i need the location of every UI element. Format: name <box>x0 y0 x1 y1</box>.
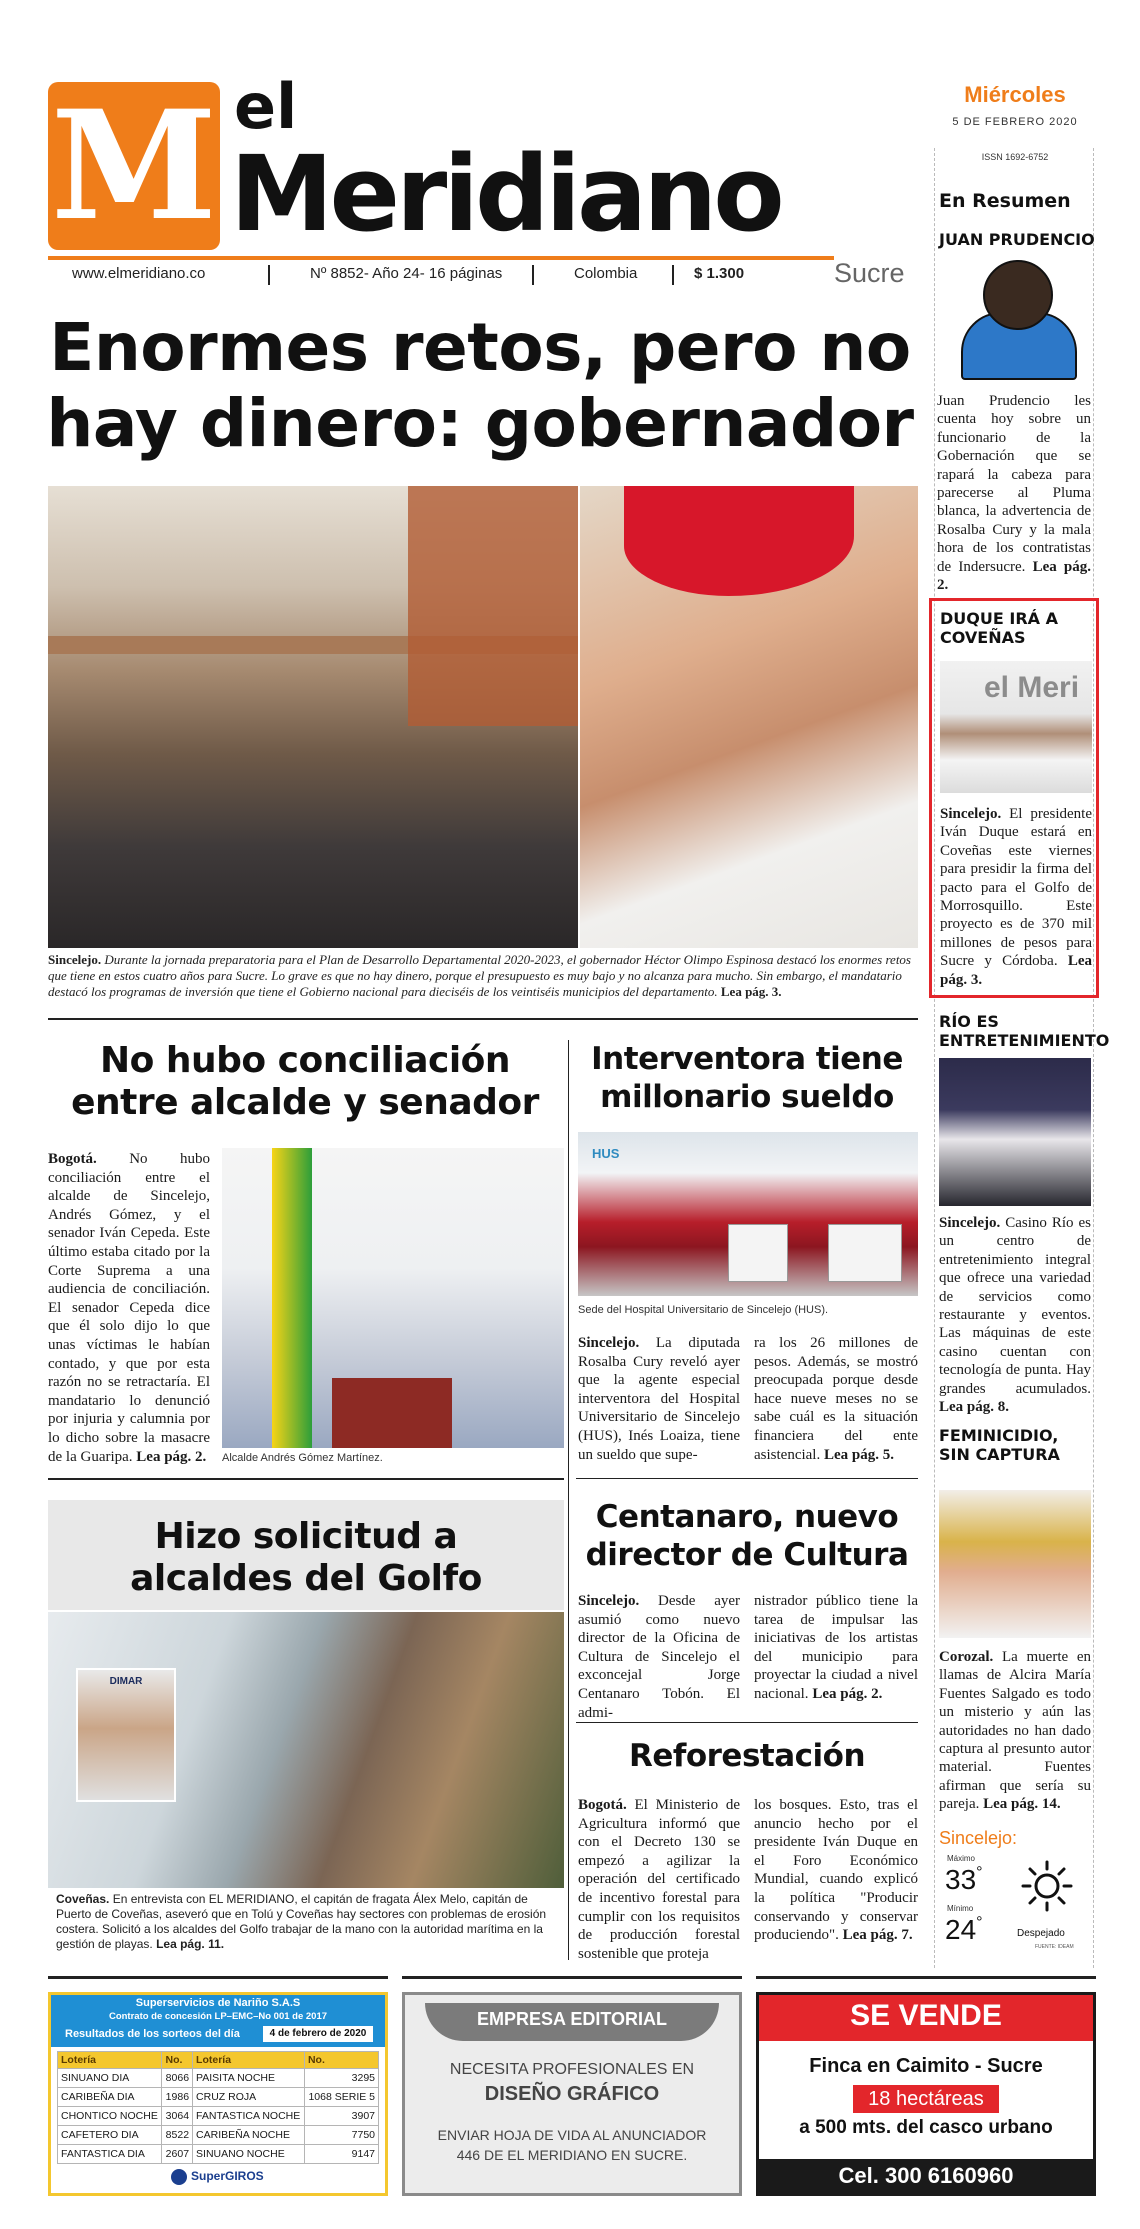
story-golfo-headline-2[interactable]: alcaldes del Golfo <box>130 1558 482 1599</box>
min-value: 24 <box>945 1914 977 1945</box>
bottom-rule <box>48 1976 388 1979</box>
caption-ref[interactable]: Lea pág. 3. <box>720 984 782 999</box>
sidebar-s4-title[interactable]: FEMINICIDIO, SIN CAPTURA <box>939 1426 1060 1464</box>
section-rule <box>576 1722 918 1723</box>
table-header <box>58 2052 379 2069</box>
logo-underline <box>48 256 834 260</box>
summary-body: Juan Prudencio les cuenta hoy sobre un funcionario de la Gobernación que se rapará la cabeza para parecerse al Pluma blanca, la advertencia de Rosalba Cury y la mala hora de los contratistas de Indersucre. <box>937 393 1091 575</box>
logo-name: Meridiano <box>230 133 781 255</box>
article-body: Desde ayer asumió como nuevo director de la Oficina de Cultura de Sincelejo el exconcejal Jorge Centanaro Tobón. El admi- <box>578 1593 741 1721</box>
story-cultura-headline-1[interactable]: Centanaro, nuevo <box>595 1499 899 1535</box>
inset-portrait <box>76 1668 176 1802</box>
sidebar-s4-text <box>939 1648 1091 1814</box>
caption-text: Durante la jornada preparatoria para el Plan de Desarrollo Departamental 2020-2023, el gobernador Héctor Olimpo Espinosa destacó los enormes retos que tiene en estos cuatro años para Sucre. Lo grave es que no hay dinero, porque el presupuesto es muy bajo y no alcanza para mucho. Sin embargo, el mandatario destacó los programas de inversión que tiene el Gobierno nacional para dieciséis de los veintiséis municipios del departamento. <box>48 952 911 999</box>
se-vende-ad[interactable] <box>756 1992 1096 2196</box>
read-more-link[interactable]: Lea pág. 2. <box>937 558 1091 594</box>
se-vende-line2: 18 hectáreas <box>853 2085 999 2113</box>
lottery-company: Superservicios de Nariño S.A.S <box>135 1997 301 2009</box>
logo-el: el <box>234 70 298 143</box>
edition-label: Sucre <box>834 258 905 288</box>
article-body: No hubo conciliación entre el alcalde de Sincelejo, Andrés Gómez, y el senador Iván Cepeda. Este último estaba citado por la Corte Suprema a una audiencia de conciliación. El senador Cepeda dice que él solo dijo lo que unas víctimas le habían contado, y que por esta razón no se retractaría. El mandatario lo denunció por injuria y calumnia por lo dicho sobre la masacre de la Guaripa. <box>48 1151 210 1465</box>
dateline: Sincelejo. <box>578 1593 640 1609</box>
story-interventora-col1 <box>578 1334 740 1464</box>
lottery-name: CARIBEÑA NOCHE <box>193 2126 305 2145</box>
empresa-ad-line1: NECESITA PROFESIONALES EN <box>449 2061 695 2078</box>
supergiros-logo: SuperGIROS <box>191 2169 264 2183</box>
photo-duque[interactable] <box>940 661 1092 793</box>
sidebar-s1-title[interactable]: JUAN PRUDENCIO <box>939 230 1095 249</box>
section-rule <box>576 1478 918 1479</box>
photo-casino[interactable] <box>939 1058 1091 1206</box>
podium <box>332 1378 452 1448</box>
lottery-ad <box>48 1992 388 2196</box>
max-value: 33 <box>945 1864 977 1895</box>
lottery-name: CARIBEÑA DIA <box>58 2088 162 2107</box>
sidebar-title: En Resumen <box>939 190 1071 212</box>
divider <box>532 265 534 285</box>
lottery-number: 3295 <box>304 2069 378 2088</box>
lead-photo-audience[interactable] <box>48 486 578 948</box>
lottery-number: 1068 SERIE 5 <box>304 2088 378 2107</box>
summary-body: El presidente Iván Duque estará en Coveñas este viernes para presidir la firma del pacto para el Golfo de Morrosquillo. Este proyecto es de 370 mil millones de pesos para Sucre y Córdoba. <box>940 806 1092 970</box>
empresa-ad-line3: ENVIAR HOJA DE VIDA AL ANUNCIADOR <box>437 2127 707 2143</box>
story-reforestacion-col1 <box>578 1796 740 1963</box>
supergiros-logo-icon <box>171 2169 187 2185</box>
bottom-rule <box>756 1976 1096 1979</box>
lottery-name: CRUZ ROJA <box>193 2088 305 2107</box>
deg-symbol: ° <box>976 1914 983 1931</box>
table-row <box>58 2107 379 2126</box>
lead-caption <box>48 952 918 1000</box>
section-rule <box>48 1018 918 1020</box>
sidebar <box>934 148 1110 1968</box>
table-row <box>58 2069 379 2088</box>
se-vende-line1: Finca en Caimito - Sucre <box>809 2055 1043 2077</box>
weather-max-label: Máximo <box>947 1854 976 1863</box>
dateline: Sincelejo. <box>940 806 1002 822</box>
lead-photo-governor[interactable] <box>580 486 918 948</box>
story-interventora-headline-2[interactable]: millonario sueldo <box>600 1079 894 1115</box>
read-more-link[interactable]: Lea pág. 5. <box>823 1446 894 1463</box>
day-label: Miércoles <box>964 82 1066 107</box>
lottery-number: 8522 <box>162 2126 193 2145</box>
dimar-badge: DIMAR <box>109 1676 143 1687</box>
masthead <box>44 70 924 298</box>
se-vende-phone[interactable]: Cel. 300 6160960 <box>838 2163 1014 2188</box>
lead-headline-1[interactable]: Enormes retos, pero no <box>49 309 911 386</box>
story-cultura-headline-2[interactable]: director de Cultura <box>585 1537 909 1573</box>
ambulance <box>828 1224 902 1282</box>
table-row <box>58 2088 379 2107</box>
lottery-number: 8066 <box>162 2069 193 2088</box>
col-header: Lotería <box>193 2052 305 2069</box>
empresa-ad[interactable] <box>402 1992 742 2196</box>
article-body: nistrador público tiene la tarea de impulsar las iniciativas de los artistas del municipio para proyectar la ciudad a nivel nacional. <box>754 1593 918 1702</box>
col-header: No. <box>162 2052 193 2069</box>
sidebar-s3-text <box>939 1214 1091 1416</box>
bottom-rule <box>402 1976 742 1979</box>
story-interventora-col2 <box>754 1334 918 1464</box>
website[interactable]: www.elmeridiano.co <box>72 265 206 282</box>
golfo-caption <box>56 1892 560 1952</box>
weather-condition: Despejado <box>1017 1928 1065 1939</box>
hospital-photo-caption: Sede del Hospital Universitario de Sincelejo (HUS). <box>578 1304 829 1316</box>
caption-lead: Coveñas. <box>56 1892 110 1906</box>
lottery-name: SINUANO DIA <box>58 2069 162 2088</box>
lottery-results-label: Resultados de los sorteos del día <box>65 2028 240 2040</box>
sun-icon <box>1021 1860 1073 1912</box>
hospital-sign: HUS <box>592 1146 620 1161</box>
photo-hospital[interactable] <box>578 1132 918 1296</box>
read-more-link[interactable]: Lea pág. 14. <box>983 1796 1061 1813</box>
photo-wall <box>408 486 578 726</box>
lottery-number: 3907 <box>304 2107 378 2126</box>
col-header: Lotería <box>58 2052 162 2069</box>
lottery-number: 3064 <box>162 2107 193 2126</box>
price: $ 1.300 <box>694 265 745 282</box>
story-conciliacion-headline-2[interactable]: entre alcalde y senador <box>71 1082 539 1123</box>
caption-lead: Sincelejo. <box>48 952 102 967</box>
lottery-table <box>57 2051 379 2164</box>
sidebar-s2-title[interactable]: DUQUE IRÁ A COVEÑAS <box>940 609 1058 647</box>
lottery-name: PAISITA NOCHE <box>193 2069 305 2088</box>
sidebar-s3-title[interactable]: RÍO ES ENTRETENIMIENTO <box>939 1012 1110 1050</box>
dateline: Corozal. <box>939 1649 994 1665</box>
lead-headline-2[interactable]: hay dinero: gobernador <box>46 385 914 462</box>
lottery-number: 9147 <box>304 2145 378 2164</box>
sidebar-s2-text <box>940 805 1092 989</box>
mayor-photo-caption: Alcalde Andrés Gómez Martínez. <box>222 1452 383 1464</box>
flag-stripes <box>272 1148 312 1448</box>
cartoon-juan-prudencio[interactable] <box>955 260 1085 380</box>
story-conciliacion-headline-1[interactable]: No hubo conciliación <box>99 1040 511 1081</box>
photo-coast[interactable] <box>48 1612 564 1888</box>
weather-min <box>945 1914 983 1946</box>
photo-mayor[interactable] <box>222 1148 564 1448</box>
article-body: La diputada Rosalba Cury reveló ayer que la agente especial interventora del Hospital Universitario de Sincelejo (HUS), Inés Loaiza, tiene un sueldo que supe- <box>578 1335 740 1463</box>
read-more-link[interactable]: Lea pág. 2. <box>812 1685 883 1702</box>
se-vende-line3: a 500 mts. del casco urbano <box>799 2117 1053 2138</box>
article-body: El Ministerio de Agricultura informó que con el Decreto 130 se empezó a agilizar la operación del certificado de incentivo forestal para cumplir con los requisitos de producción forestal sostenible que proteja <box>578 1797 740 1962</box>
weather-max <box>945 1864 983 1896</box>
dateline: Bogotá. <box>578 1797 627 1813</box>
section-rule <box>48 1478 564 1480</box>
sidebar-s2-box[interactable] <box>929 598 1099 998</box>
summary-body: Casino Río es un centro de entretenimiento integral que ofrece una variedad de servicios como restaurante y eventos. Las máquinas de este casino cuentan con tecnología de punta. Hay grandes acumulados. <box>939 1215 1091 1397</box>
weather-city: Sincelejo: <box>939 1828 1018 1848</box>
read-more-link[interactable]: Lea pág. 7. <box>842 1927 913 1944</box>
red-cap <box>624 486 854 596</box>
lottery-results-table <box>57 2051 379 2164</box>
issn: ISSN 1692-6752 <box>981 152 1049 162</box>
story-reforestacion-col2 <box>754 1796 918 1945</box>
empresa-ad-line2: DISEÑO GRÁFICO <box>484 2083 660 2105</box>
col-header: No. <box>304 2052 378 2069</box>
photo-backdrop-text: el Meri <box>984 671 1080 704</box>
sidebar-s1-text <box>937 392 1091 594</box>
article-body: ra los 26 millones de pesos. Además, se mostró preocupada porque desde hace nueve meses no se sabe cuál es la situación financiera del ente asistencial. <box>754 1335 918 1463</box>
story-reforestacion-headline[interactable]: Reforestación <box>628 1738 866 1774</box>
read-more-link[interactable]: Lea pág. 8. <box>939 1399 1010 1416</box>
divider <box>672 265 674 285</box>
read-more-link[interactable]: Lea pág. 3. <box>940 953 1093 988</box>
lottery-name: FANTASTICA NOCHE <box>193 2107 305 2126</box>
table-row <box>58 2145 379 2164</box>
date-label: 5 DE FEBRERO 2020 <box>952 116 1078 128</box>
article-body: los bosques. Esto, tras el anuncio hecho por el presidente Iván Duque en el Foro Económico Mundial, cuando explicó la política "Producir conservando y conservar produciendo". <box>754 1797 918 1944</box>
table-row <box>58 2126 379 2145</box>
lottery-name: SINUANO NOCHE <box>193 2145 305 2164</box>
logo-letter: M <box>50 78 218 254</box>
se-vende-title: SE VENDE <box>850 1999 1002 2032</box>
lottery-contract: Contrato de concesión LP–EMC–No 001 de 2017 <box>108 2011 328 2022</box>
story-cultura-col2 <box>754 1592 918 1704</box>
weather-box <box>935 1828 1095 1966</box>
caption-text: En entrevista con EL MERIDIANO, el capitán de fragata Álex Melo, capitán de Puerto de Coveñas, aseveró que en Tolú y Coveñas hay sectores con problemas de erosión costera. Solicitó a los alcaldes del Golfo trabajar de la mano con la autoridad marítima en la gestión de playas. <box>56 1892 547 1951</box>
summary-body: La muerte en llamas de Alcira María Fuentes Salgado es todo un misterio y aún las autoridades no han dado captura al presunto autor material. Fuentes afirman que sería su pareja. <box>939 1649 1092 1813</box>
deg-symbol: ° <box>976 1864 983 1881</box>
read-more-link[interactable]: Lea pág. 2. <box>136 1448 207 1465</box>
dateline: Bogotá. <box>48 1151 97 1167</box>
story-cultura-col1 <box>578 1592 740 1722</box>
caption-ref[interactable]: Lea pág. 11. <box>156 1937 225 1951</box>
empresa-ad-line4: 446 DE EL MERIDIANO EN SUCRE. <box>456 2147 688 2163</box>
empresa-ad-title: EMPRESA EDITORIAL <box>476 2009 668 2029</box>
country: Colombia <box>574 265 638 282</box>
story-interventora-headline-1[interactable]: Interventora tiene <box>591 1041 903 1077</box>
weather-min-label: Mínimo <box>947 1904 974 1913</box>
lottery-name: CAFETERO DIA <box>58 2126 162 2145</box>
photo-victim[interactable] <box>939 1490 1091 1638</box>
story-conciliacion-text <box>48 1150 210 1466</box>
lottery-number: 2607 <box>162 2145 193 2164</box>
lottery-date: 4 de febrero de 2020 <box>263 2026 373 2042</box>
dateline: Sincelejo. <box>578 1335 640 1351</box>
lottery-number: 1986 <box>162 2088 193 2107</box>
divider <box>268 265 270 285</box>
column-rule <box>568 1040 569 1960</box>
lottery-name: CHONTICO NOCHE <box>58 2107 162 2126</box>
issue-number: Nº 8852- Año 24- 16 páginas <box>310 265 503 282</box>
lottery-number: 7750 <box>304 2126 378 2145</box>
lottery-name: FANTASTICA DIA <box>58 2145 162 2164</box>
weather-source: FUENTE: IDEAM <box>1035 1944 1074 1950</box>
dateline: Sincelejo. <box>939 1215 1001 1231</box>
story-golfo-headline-1[interactable]: Hizo solicitud a <box>154 1516 458 1557</box>
ambulance <box>728 1224 788 1282</box>
info-bar <box>72 265 812 287</box>
cartoon-head <box>983 260 1053 330</box>
